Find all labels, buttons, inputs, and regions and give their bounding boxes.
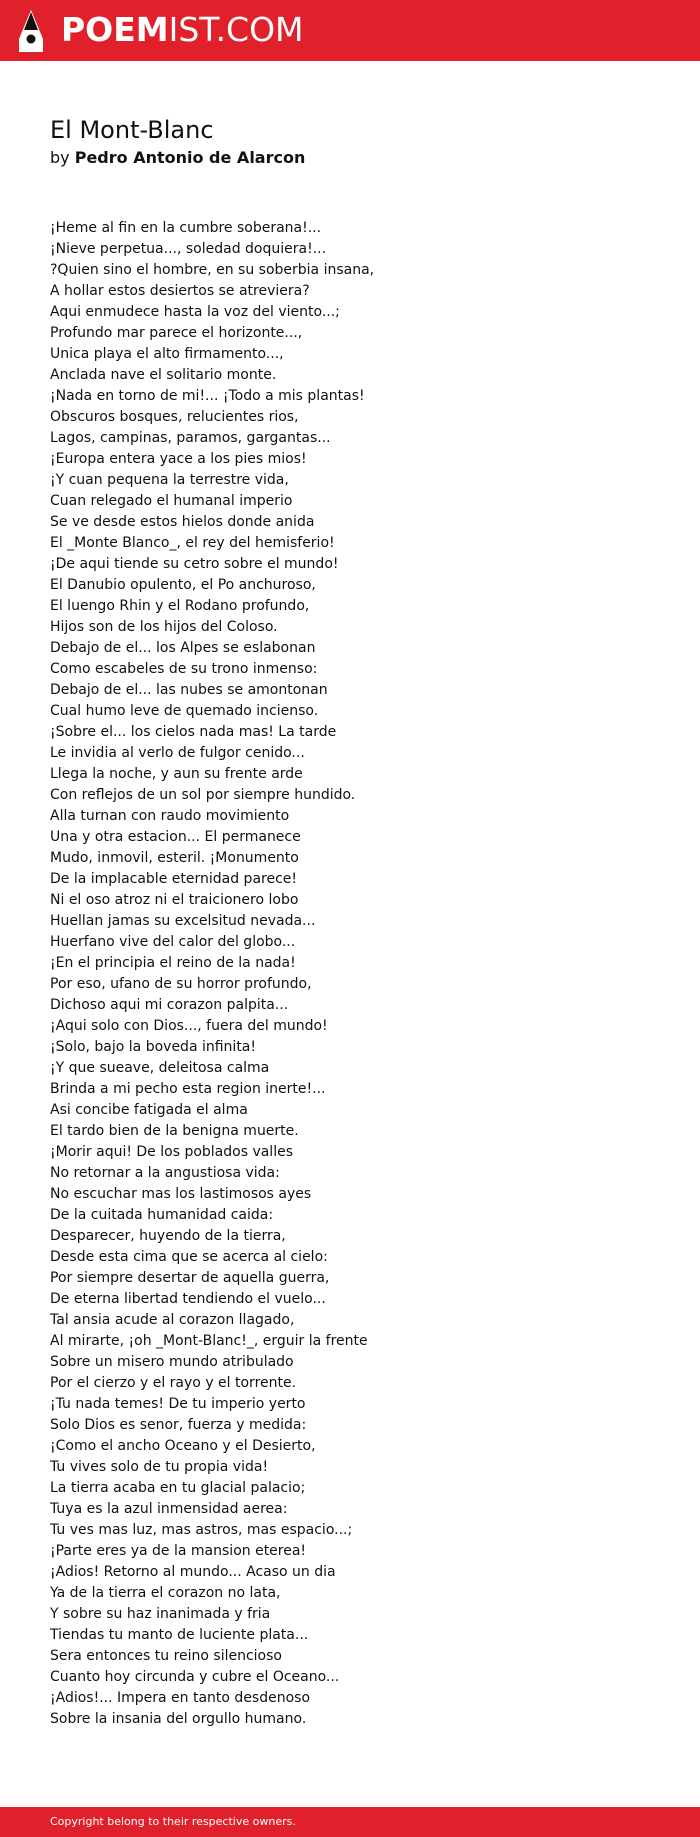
poem-line: Al mirarte, ¡oh _Mont-Blanc!_, erguir la frente [50,1333,368,1349]
poem-line: Huerfano vive del calor del globo... [50,934,296,950]
poem-line: Llega la noche, y aun su frente arde [50,766,303,782]
poem-line: Tuya es la azul inmensidad aerea: [50,1501,288,1517]
poem-line: Con reflejos de un sol por siempre hundido. [50,787,356,803]
poem-byline [50,147,305,169]
poem-line: ¡Aqui solo con Dios..., fuera del mundo! [50,1018,328,1034]
poem-line: Sera entonces tu reino silencioso [50,1648,282,1664]
site-header [0,0,700,61]
poem-line: Una y otra estacion... El permanece [50,829,301,845]
poem-line: A hollar estos desiertos se atreviera? [50,283,310,299]
copyright-text: Copyright belong to their respective owners. [50,1815,296,1828]
poem-line: Sobre un misero mundo atribulado [50,1354,294,1370]
by-label: by [50,148,70,167]
poem-line: No escuchar mas los lastimosos ayes [50,1186,312,1202]
poem-author: Pedro Antonio de Alarcon [74,148,306,167]
poem-line: Por siempre desertar de aquella guerra, [50,1270,330,1286]
poem-line: ¡Nieve perpetua..., soledad doquiera!... [50,241,327,257]
poem-line: Desparecer, huyendo de la tierra, [50,1228,286,1244]
logo-bold-text: POEM [61,10,169,49]
poem-line: Tiendas tu manto de luciente plata... [50,1627,309,1643]
poem-line: ¡Y cuan pequena la terrestre vida, [50,472,289,488]
poem-line: ¡Solo, bajo la boveda infinita! [50,1039,257,1055]
poem-line: ¡Morir aqui! De los poblados valles [50,1144,293,1160]
poem-line: El tardo bien de la benigna muerte. [50,1123,299,1139]
poem-line: Debajo de el... los Alpes se eslabonan [50,640,316,656]
poem-line: El Danubio opulento, el Po anchuroso, [50,577,316,593]
poem-line: ¡Tu nada temes! De tu imperio yerto [50,1396,306,1412]
poem-line: ¡Como el ancho Oceano y el Desierto, [50,1438,316,1454]
poem-line: ¡De aqui tiende su cetro sobre el mundo! [50,556,339,572]
poem-line: Cual humo leve de quemado incienso. [50,703,319,719]
poem-line: Tu ves mas luz, mas astros, mas espacio...; [50,1522,353,1538]
poem-line: ¡Heme al fin en la cumbre soberana!... [50,220,322,236]
poem-line: Como escabeles de su trono inmenso: [50,661,318,677]
poem-line: Dichoso aqui mi corazon palpita... [50,997,289,1013]
poem-line: Hijos son de los hijos del Coloso. [50,619,278,635]
poem-line: Y sobre su haz inanimada y fria [50,1606,271,1622]
poem-line: Aqui enmudece hasta la voz del viento...; [50,304,340,320]
poem-line: Sobre la insania del orgullo humano. [50,1711,307,1727]
poem-line: Unica playa el alto firmamento..., [50,346,284,362]
poem-line: Cuanto hoy circunda y cubre el Oceano... [50,1669,340,1685]
poem-line: Asi concibe fatigada el alma [50,1102,248,1118]
quill-icon[interactable] [18,9,44,53]
poem-line: Obscuros bosques, relucientes rios, [50,409,299,425]
poem-line: ¡En el principia el reino de la nada! [50,955,296,971]
poem-line: La tierra acaba en tu glacial palacio; [50,1480,306,1496]
poem-line: Tu vives solo de tu propia vida! [50,1459,269,1475]
poem-line: Le invidia al verlo de fulgor cenido... [50,745,305,761]
poem-line: Huellan jamas su excelsitud nevada... [50,913,316,929]
poem-line: Anclada nave el solitario monte. [50,367,277,383]
poem-line: Por el cierzo y el rayo y el torrente. [50,1375,297,1391]
poem-line: Profundo mar parece el horizonte..., [50,325,303,341]
poem-line: De la cuitada humanidad caida: [50,1207,274,1223]
site-logo-link[interactable] [61,10,304,50]
poem-line: Se ve desde estos hielos donde anida [50,514,315,530]
poem-line: No retornar a la angustiosa vida: [50,1165,280,1181]
poem-line: Brinda a mi pecho esta region inerte!... [50,1081,326,1097]
poem-line: El luengo Rhin y el Rodano profundo, [50,598,310,614]
poem-line: Lagos, campinas, paramos, gargantas... [50,430,331,446]
poem-body [50,218,670,1730]
poem-line: De eterna libertad tendiendo el vuelo... [50,1291,326,1307]
poem-line: De la implacable eternidad parece! [50,871,298,887]
poem-line: Ni el oso atroz ni el traicionero lobo [50,892,299,908]
poem-line: ¡Y que sueave, deleitosa calma [50,1060,270,1076]
poem-line: Ya de la tierra el corazon no lata, [50,1585,281,1601]
poem-line: ?Quien sino el hombre, en su soberbia insana, [50,262,375,278]
poem-line: Desde esta cima que se acerca al cielo: [50,1249,328,1265]
poem-title: El Mont-Blanc [50,116,214,144]
poem-line: Mudo, inmovil, esteril. ¡Monumento [50,850,299,866]
poem-line: Por eso, ufano de su horror profundo, [50,976,312,992]
site-footer [0,1807,700,1837]
poem-line: El _Monte Blanco_, el rey del hemisferio! [50,535,335,551]
poem-line: Solo Dios es senor, fuerza y medida: [50,1417,307,1433]
poem-line: ¡Europa entera yace a los pies mios! [50,451,307,467]
poem-line: ¡Nada en torno de mi!... ¡Todo a mis plantas! [50,388,365,404]
poem-line: Debajo de el... las nubes se amontonan [50,682,328,698]
poem-line: ¡Adios!... Impera en tanto desdenoso [50,1690,311,1706]
poem-line: Cuan relegado el humanal imperio [50,493,293,509]
poem-line: Tal ansia acude al corazon llagado, [50,1312,295,1328]
poem-line: ¡Adios! Retorno al mundo... Acaso un dia [50,1564,336,1580]
logo-light-text: IST.COM [168,10,304,49]
poem-line: ¡Parte eres ya de la mansion eterea! [50,1543,307,1559]
poem-line: ¡Sobre el... los cielos nada mas! La tarde [50,724,337,740]
poem-line: Alla turnan con raudo movimiento [50,808,290,824]
